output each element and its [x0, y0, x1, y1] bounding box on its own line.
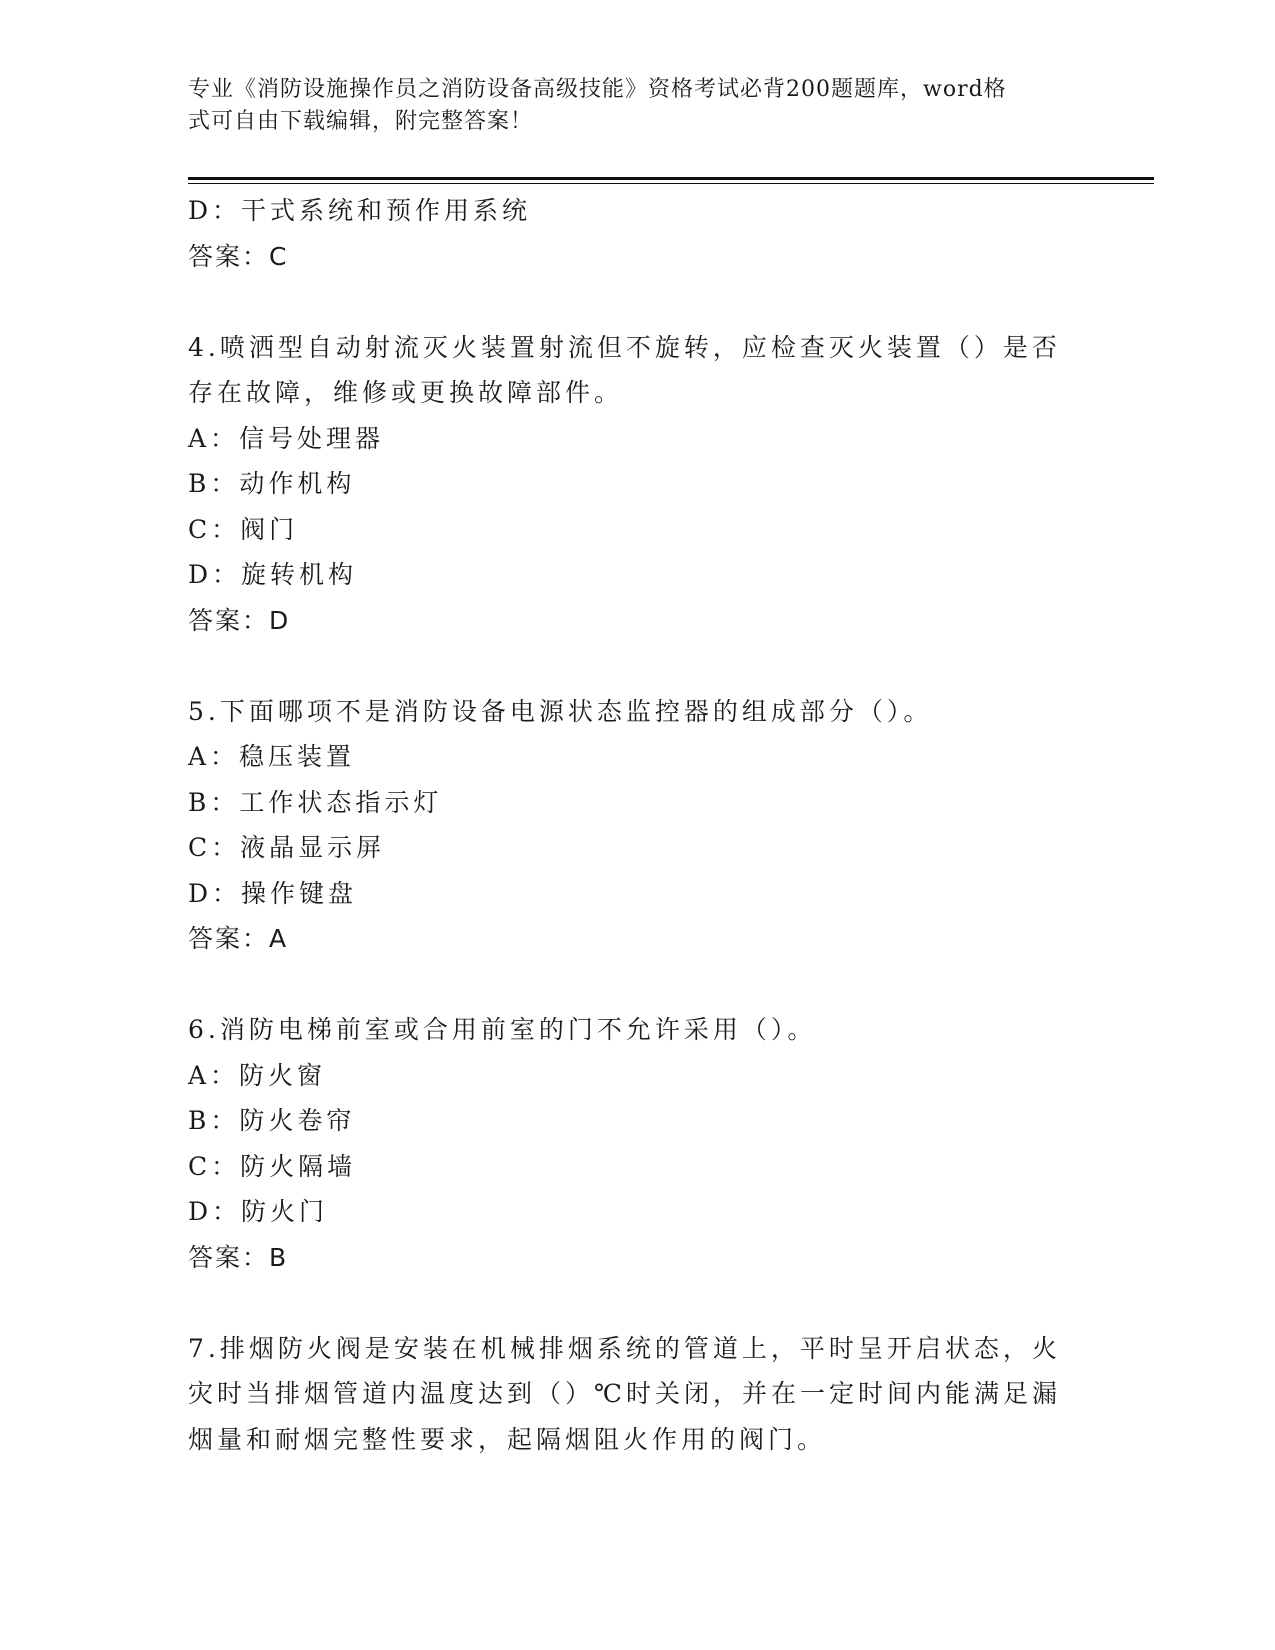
answer-line: 答案：D — [188, 605, 291, 635]
spacer — [188, 643, 1068, 689]
option-c: C：阀门 — [188, 514, 299, 544]
option-a: A：稳压装置 — [188, 742, 356, 771]
document-header — [188, 74, 1068, 138]
header-divider-thick — [188, 177, 1154, 180]
answer-line: 答案：B — [188, 1242, 289, 1272]
spacer — [188, 962, 1068, 1008]
option-c: C：防火隔墙 — [188, 1151, 357, 1181]
option-d: D：防火门 — [188, 1197, 329, 1226]
question-stem: 7.排烟防火阀是安装在机械排烟系统的管道上，平时呈开启状态，火 — [188, 1333, 1061, 1363]
question-stem: 6.消防电梯前室或合用前室的门不允许采用（）。 — [188, 1015, 817, 1044]
header-line-2: 式可自由下载编辑，附完整答案！ — [188, 109, 534, 134]
option-b: B：动作机构 — [188, 469, 356, 498]
question-4 — [188, 325, 1068, 644]
option-a: A：信号处理器 — [188, 423, 385, 453]
option-a: A：防火窗 — [188, 1060, 327, 1090]
header-line-1: 专业《消防设施操作员之消防设备高级技能》资格考试必背200题题库，word格 — [188, 77, 1007, 102]
question-content — [188, 188, 1068, 1462]
option-d: D：干式系统和预作用系统 — [188, 196, 532, 225]
question-stem: 5.下面哪项不是消防设备电源状态监控器的组成部分（）。 — [188, 696, 933, 726]
answer-line: 答案：A — [188, 924, 289, 953]
prev-question — [188, 188, 1068, 279]
option-b: B：防火卷帘 — [188, 1106, 356, 1135]
option-d: D：旋转机构 — [188, 560, 358, 589]
spacer — [188, 279, 1068, 325]
option-b: B：工作状态指示灯 — [188, 787, 443, 817]
question-stem: 4.喷洒型自动射流灭火装置射流但不旋转，应检查灭火装置（）是否 — [188, 332, 1061, 362]
option-d: D：操作键盘 — [188, 878, 358, 908]
spacer — [188, 1280, 1068, 1326]
option-c: C：液晶显示屏 — [188, 833, 386, 862]
question-7 — [188, 1326, 1068, 1463]
question-stem: 存在故障，维修或更换故障部件。 — [188, 378, 624, 407]
answer-line: 答案：C — [188, 241, 289, 271]
header-divider-thin — [188, 183, 1154, 184]
question-stem: 烟量和耐烟完整性要求，起隔烟阻火作用的阀门。 — [188, 1424, 827, 1454]
question-5 — [188, 689, 1068, 962]
question-stem: 灾时当排烟管道内温度达到（）℃时关闭，并在一定时间内能满足漏 — [188, 1379, 1061, 1408]
question-6 — [188, 1007, 1068, 1280]
